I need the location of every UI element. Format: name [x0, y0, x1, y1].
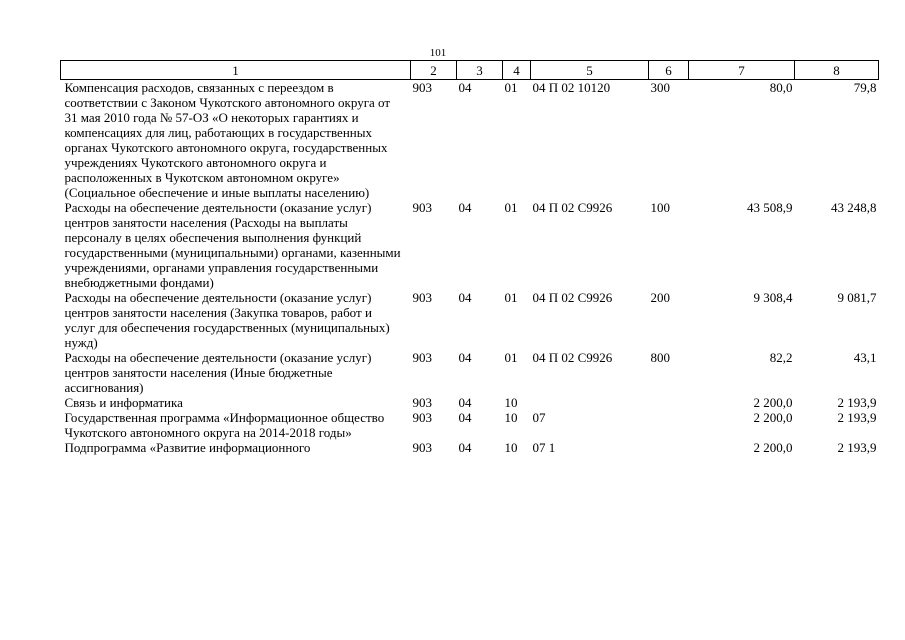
- row-section: 04: [458, 410, 472, 425]
- row-executed-amount: 79,8: [853, 80, 877, 95]
- table-row: [61, 440, 879, 455]
- table-row: [61, 395, 879, 410]
- row-description: Расходы на обеспечение деятельности (оказание услуг) центров занятости населения (Закупка товаров, работ и услуг для обеспечения государственных (муниципальных) нужд): [64, 290, 390, 350]
- table-row: [61, 290, 879, 350]
- row-subsection: 01: [504, 200, 518, 215]
- page-number: 101: [429, 47, 447, 59]
- row-plan-amount: 80,0: [769, 80, 793, 95]
- row-target-article: 04 П 02 10120: [532, 80, 611, 95]
- row-subsection: 10: [504, 440, 518, 455]
- row-ministry-code: 903: [412, 440, 432, 455]
- row-expense-kind: 300: [650, 80, 670, 95]
- row-section: 04: [458, 350, 472, 365]
- row-section: 04: [458, 200, 472, 215]
- row-ministry-code: 903: [412, 410, 432, 425]
- row-executed-amount: 43 248,8: [831, 200, 877, 215]
- row-ministry-code: 903: [412, 395, 432, 410]
- col-header-5: 5: [531, 61, 649, 80]
- row-section: 04: [458, 290, 472, 305]
- row-description: Расходы на обеспечение деятельности (оказание услуг) центров занятости населения (Расходы на выплаты персоналу в целях обеспечения выполнения функций государственными (муниципальными) органами, казенными учреждениями, органами управления государственными внебюджетными фондами): [64, 200, 401, 290]
- col-header-7: 7: [689, 61, 795, 80]
- row-ministry-code: 903: [412, 290, 432, 305]
- col-header-1: 1: [61, 61, 411, 80]
- row-section: 04: [458, 440, 472, 455]
- row-subsection: 01: [504, 290, 518, 305]
- row-executed-amount: 2 193,9: [837, 395, 877, 410]
- row-expense-kind: 100: [650, 200, 670, 215]
- row-expense-kind: [649, 410, 689, 440]
- row-expense-kind: [649, 440, 689, 455]
- row-executed-amount: 2 193,9: [837, 410, 877, 425]
- row-plan-amount: 2 200,0: [753, 395, 793, 410]
- row-target-article: [531, 395, 649, 410]
- header-row: [61, 61, 879, 80]
- row-section: 04: [458, 80, 472, 95]
- row-description: Связь и информатика: [64, 395, 183, 410]
- row-executed-amount: 9 081,7: [837, 290, 877, 305]
- row-executed-amount: 43,1: [853, 350, 877, 365]
- col-header-8: 8: [795, 61, 879, 80]
- row-section: 04: [458, 395, 472, 410]
- row-plan-amount: 2 200,0: [753, 410, 793, 425]
- row-executed-amount: 2 193,9: [837, 440, 877, 455]
- row-ministry-code: 903: [412, 200, 432, 215]
- table-row: [61, 410, 879, 440]
- col-header-6: 6: [649, 61, 689, 80]
- col-header-2: 2: [411, 61, 457, 80]
- row-plan-amount: 2 200,0: [753, 440, 793, 455]
- col-header-3: 3: [457, 61, 503, 80]
- table-row: [61, 200, 879, 290]
- row-target-article: 04 П 02 С9926: [532, 350, 613, 365]
- row-subsection: 10: [504, 395, 518, 410]
- row-description: Расходы на обеспечение деятельности (оказание услуг) центров занятости населения (Иные бюджетные ассигнования): [64, 350, 372, 395]
- row-plan-amount: 9 308,4: [753, 290, 793, 305]
- budget-table: [60, 60, 879, 455]
- row-ministry-code: 903: [412, 80, 432, 95]
- row-description: Подпрограмма «Развитие информационного: [64, 440, 311, 455]
- row-target-article: 07 1: [532, 440, 556, 455]
- row-expense-kind: [649, 395, 689, 410]
- table-row: [61, 350, 879, 395]
- row-subsection: 01: [504, 350, 518, 365]
- row-description: Государственная программа «Информационное общество Чукотского автономного округа на 2014-2018 годы»: [64, 410, 385, 440]
- row-target-article: 04 П 02 С9926: [532, 200, 613, 215]
- table-row: [61, 80, 879, 201]
- col-header-4: 4: [503, 61, 531, 80]
- row-description: Компенсация расходов, связанных с переездом в соответствии с Законом Чукотского автономного округа от 31 мая 2010 года № 57-ОЗ «О некоторых гарантиях и компенсациях для лиц, работающих в государственных органах Чукотского автономного округа, государственных учреждениях Чукотского автономного округа и расположенных в Чукотском автономном округе» (Социальное обеспечение и иные выплаты населению): [64, 80, 391, 200]
- row-subsection: 01: [504, 80, 518, 95]
- row-subsection: 10: [504, 410, 518, 425]
- row-target-article: 07: [532, 410, 546, 425]
- row-target-article: 04 П 02 С9926: [532, 290, 613, 305]
- row-plan-amount: 43 508,9: [747, 200, 793, 215]
- row-expense-kind: 800: [650, 350, 670, 365]
- row-plan-amount: 82,2: [769, 350, 793, 365]
- row-expense-kind: 200: [650, 290, 670, 305]
- row-ministry-code: 903: [412, 350, 432, 365]
